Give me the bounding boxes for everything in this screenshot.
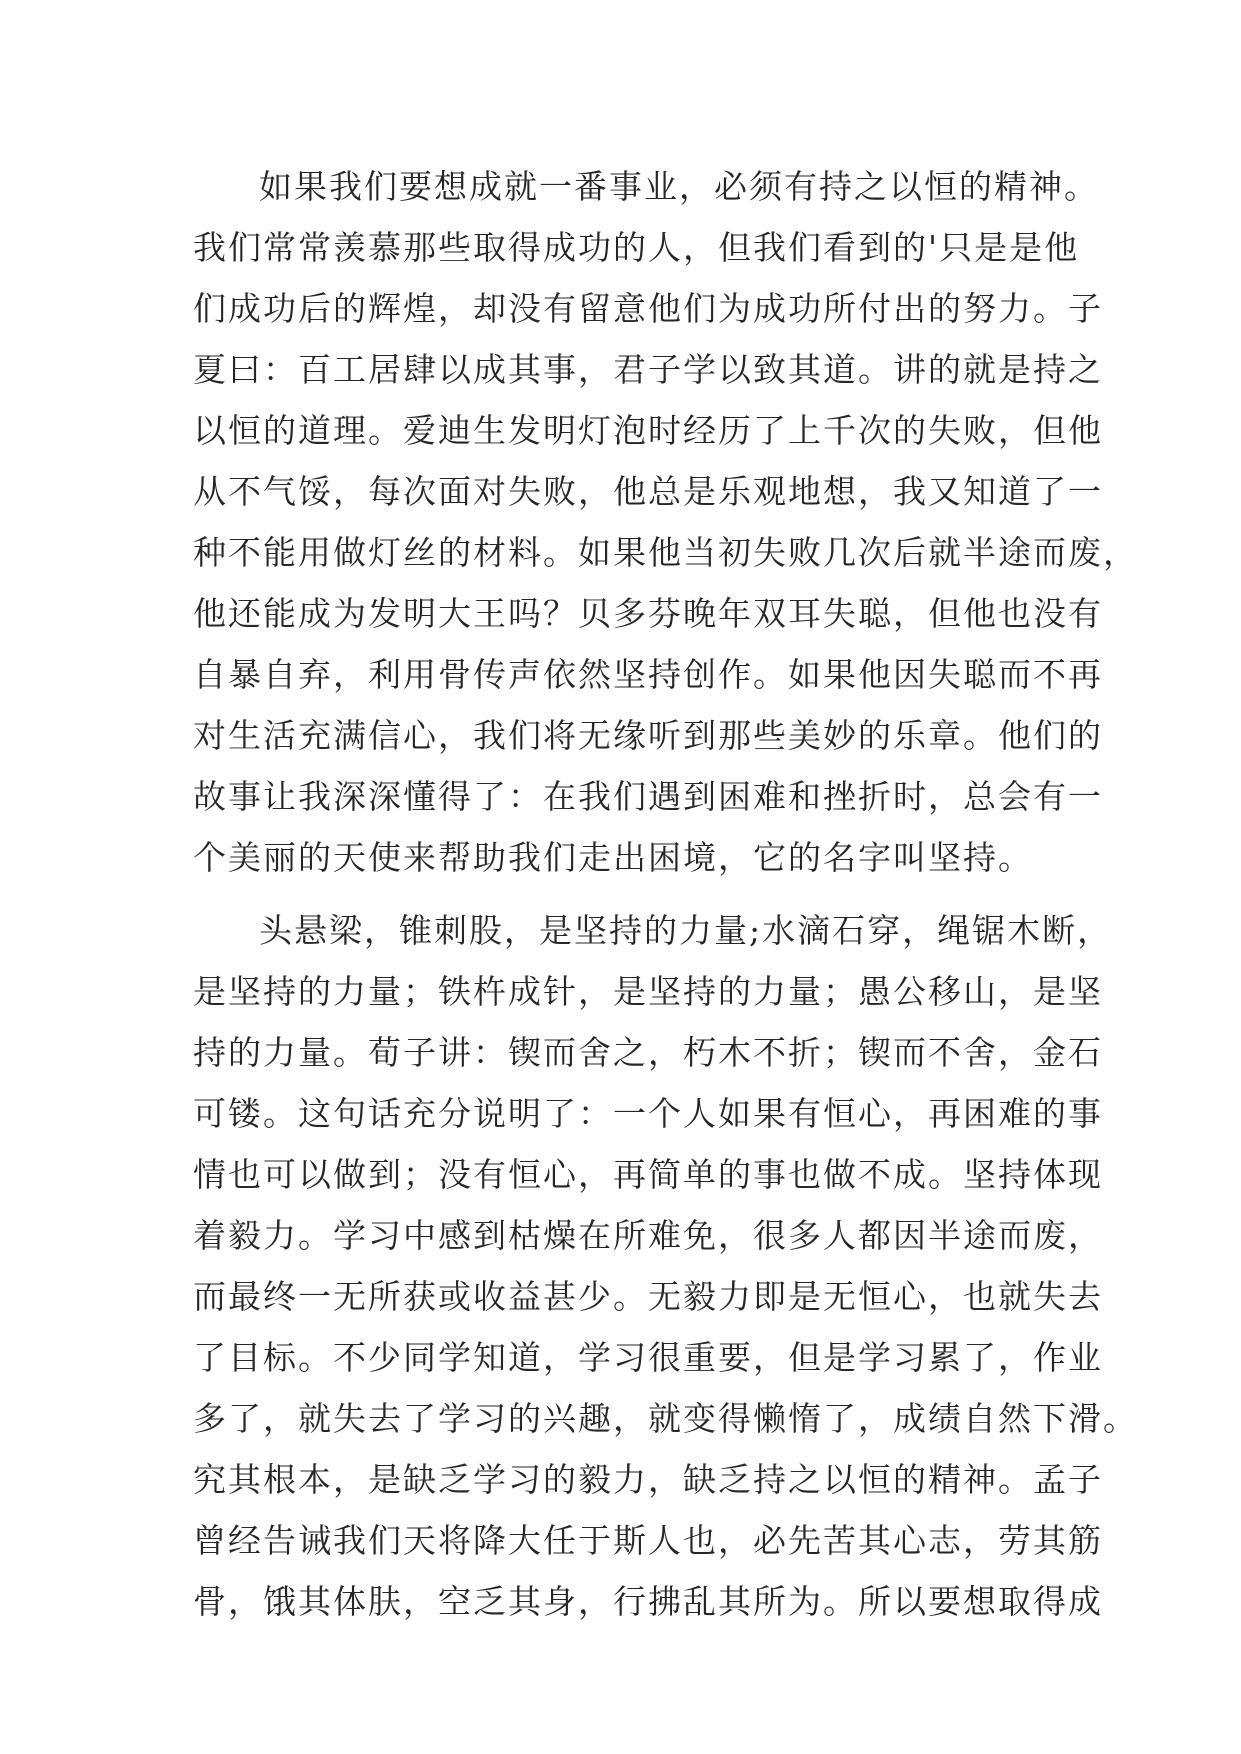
paragraph-spacer (193, 888, 1093, 900)
text-line: 是坚持的力量；铁杵成针，是坚持的力量；愚公移山，是坚 (193, 972, 1103, 1011)
text-line: 头悬梁，锥刺股，是坚持的力量;水滴石穿，绳锯木断， (259, 911, 1113, 950)
text-line: 多了，就失去了学习的兴趣，就变得懒惰了，成绩自然下滑。 (193, 1399, 1138, 1438)
text-line: 着毅力。学习中感到枯燥在所难免，很多人都因半途而废， (193, 1216, 1103, 1255)
text-line: 们成功后的辉煌，却没有留意他们为成功所付出的努力。子 (193, 289, 1103, 328)
text-line: 从不气馁，每次面对失败，他总是乐观地想，我又知道了一 (193, 472, 1103, 511)
text-line: 他还能成为发明大王吗？贝多芬晚年双耳失聪，但他也没有 (193, 594, 1103, 633)
text-line: 以恒的道理。爱迪生发明灯泡时经历了上千次的失败，但他 (193, 411, 1103, 450)
paragraph-2 (193, 900, 1138, 1632)
paragraph-1 (193, 156, 1138, 888)
text-line: 持的力量。荀子讲：锲而舍之，朽木不折；锲而不舍，金石 (193, 1033, 1103, 1072)
text-line: 情也可以做到；没有恒心，再简单的事也做不成。坚持体现 (193, 1155, 1103, 1194)
text-line: 故事让我深深懂得了：在我们遇到困难和挫折时，总会有一 (193, 777, 1103, 816)
text-line: 自暴自弃，利用骨传声依然坚持创作。如果他因失聪而不再 (193, 655, 1103, 694)
text-line: 究其根本，是缺乏学习的毅力，缺乏持之以恒的精神。孟子 (193, 1460, 1103, 1499)
text-line: 我们常常羡慕那些取得成功的人，但我们看到的'只是是他 (193, 228, 1080, 267)
text-line: 骨，饿其体肤，空乏其身，行拂乱其所为。所以要想取得成 (193, 1582, 1103, 1621)
text-line: 对生活充满信心，我们将无缘听到那些美妙的乐章。他们的 (193, 716, 1103, 755)
text-line: 而最终一无所获或收益甚少。无毅力即是无恒心，也就失去 (193, 1277, 1103, 1316)
text-line: 种不能用做灯丝的材料。如果他当初失败几次后就半途而废， (193, 533, 1138, 572)
text-line: 如果我们要想成就一番事业，必须有持之以恒的精神。 (259, 167, 1099, 206)
text-line: 可镂。这句话充分说明了：一个人如果有恒心，再困难的事 (193, 1094, 1103, 1133)
document-body (193, 156, 1138, 1632)
text-line: 个美丽的天使来帮助我们走出困境，它的名字叫坚持。 (193, 838, 1033, 877)
text-line: 了目标。不少同学知道，学习很重要，但是学习累了，作业 (193, 1338, 1103, 1377)
text-line: 曾经告诫我们天将降大任于斯人也，必先苦其心志，劳其筋 (193, 1521, 1103, 1560)
text-line: 夏曰：百工居肆以成其事，君子学以致其道。讲的就是持之 (193, 350, 1103, 389)
